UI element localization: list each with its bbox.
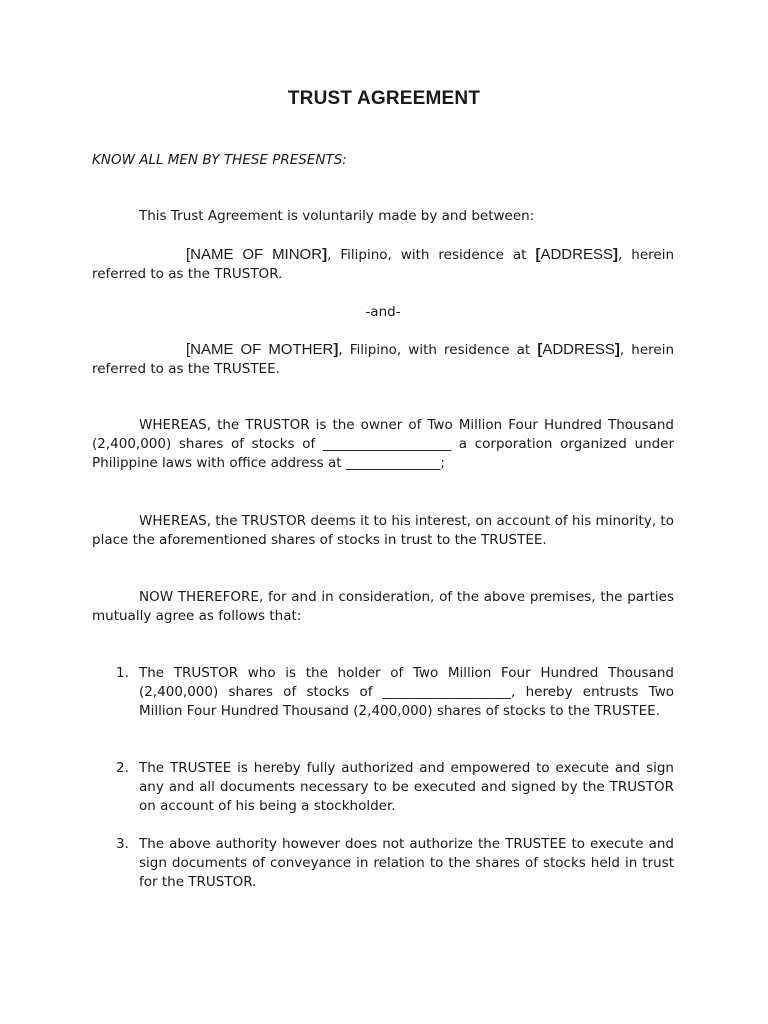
whereas-paragraph-1: WHEREAS, the TRUSTOR is the owner of Two Million Four Hundred Thousand (2,400,000) shares of stocks of ___________________ a corporation organized under Philippine laws with office address at ______________; <box>92 417 674 471</box>
party2-name-placeholder: NAME OF MOTHER <box>190 341 334 358</box>
party1-address-open: [ <box>535 246 541 263</box>
party2-name-close: ] <box>333 341 339 358</box>
party1-address-placeholder: ADDRESS <box>540 246 613 263</box>
party2-mid-text: , Filipino, with residence at <box>338 342 538 358</box>
party1-name-open: [ <box>186 246 191 263</box>
list-item <box>116 664 674 721</box>
list-item-number: 2. <box>116 760 129 776</box>
party2-end-text: , herein referred to as the TRUSTEE. <box>92 342 675 377</box>
party1-address-close: ] <box>613 246 618 263</box>
list-item <box>116 835 674 892</box>
party2-name-open: [ <box>186 341 191 358</box>
list-item-number: 3. <box>116 836 129 852</box>
party1-name-close: ] <box>322 246 328 263</box>
and-separator: -and- <box>365 304 401 320</box>
party1-paragraph <box>92 245 674 284</box>
list-item-text: The TRUSTOR who is the holder of Two Million Four Hundred Thousand (2,400,000) shares of stocks of ___________________, hereby entrusts Two Million Four Hundred Thousand (2,400,000) shares of stocks to the TRUSTEE. <box>139 665 674 719</box>
party2-address-close: ] <box>614 341 620 358</box>
whereas-paragraph-2: WHEREAS, the TRUSTOR deems it to his interest, on account of his minority, to place the aforementioned shares of stocks in trust to the TRUSTEE. <box>92 513 674 548</box>
document-title: TRUST AGREEMENT <box>287 88 481 109</box>
now-therefore-paragraph: NOW THEREFORE, for and in consideration, of the above premises, the parties mutually agree as follows that: <box>92 589 674 624</box>
list-item-number: 1. <box>116 665 129 681</box>
opening-line: KNOW ALL MEN BY THESE PRESENTS: <box>92 152 347 168</box>
intro-paragraph: This Trust Agreement is voluntarily made by and between: <box>139 208 535 224</box>
party2-address-open: [ <box>537 341 543 358</box>
party1-end-text: , herein referred to as the TRUSTOR. <box>92 247 675 282</box>
list-item <box>116 759 674 816</box>
party2-paragraph <box>92 340 674 379</box>
party1-mid-text: , Filipino, with residence at <box>327 247 536 263</box>
list-item-text: The above authority however does not authorize the TRUSTEE to execute and sign documents of conveyance in relation to the shares of stocks held in trust for the TRUSTOR. <box>139 836 674 890</box>
party1-name-placeholder: NAME OF MINOR <box>190 246 323 263</box>
list-item-text: The TRUSTEE is hereby fully authorized and empowered to execute and sign any and all documents necessary to be executed and signed by the TRUSTOR on account of his being a stockholder. <box>139 760 674 814</box>
party2-address-placeholder: ADDRESS <box>542 341 615 358</box>
